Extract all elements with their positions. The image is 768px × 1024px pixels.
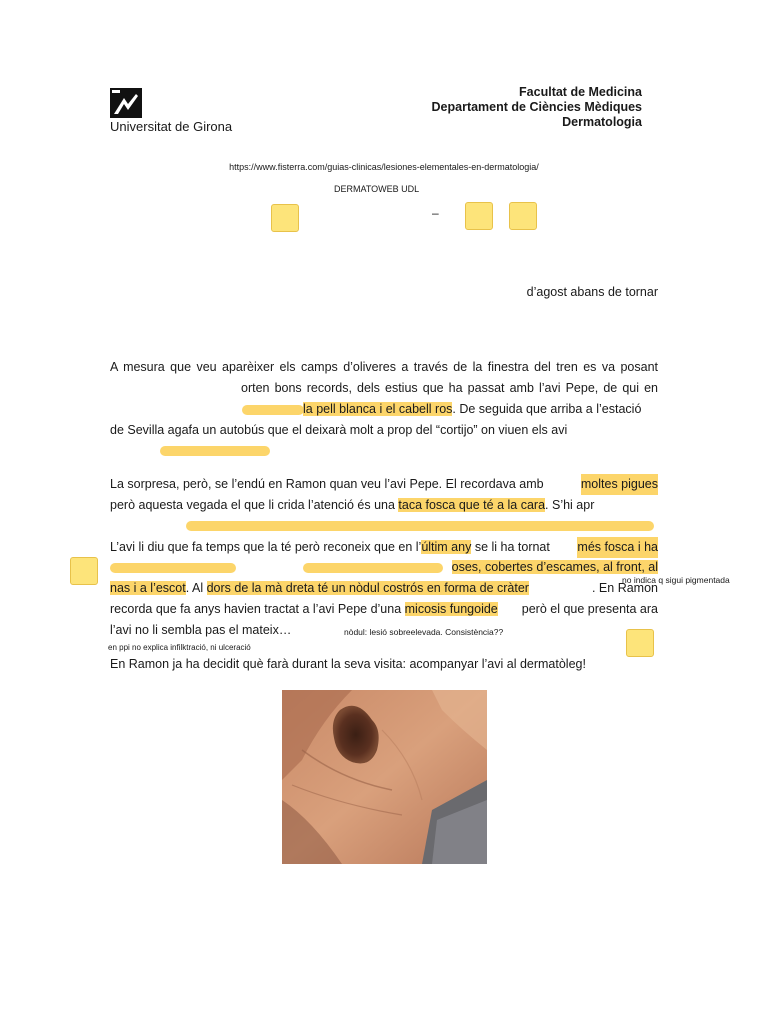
p1-line-1: A mesura que veu aparèixer els camps d’oliveres a través de la finestra del tren es va posant: [110, 360, 658, 374]
p3-line-3: [110, 578, 658, 599]
highlight-nodul: dors de la mà dreta té un nòdul costrós en forma de cràter: [206, 581, 529, 595]
p1-line-4: de Sevilla agafa un autobús que el deixarà molt a prop del “cortijo” on viuen els avi: [110, 423, 568, 437]
highlight-pell-blanca: la pell blanca i el cabell ros: [303, 402, 453, 416]
highlight-bar: [303, 563, 443, 573]
university-logo-icon: [110, 88, 142, 118]
p3-line-4: [110, 599, 658, 620]
highlight-escames: oses, cobertes d’escames, al front, al: [451, 560, 658, 574]
sticky-note-2[interactable]: [465, 202, 493, 230]
p3-line-1: [110, 537, 658, 558]
highlight-bar: [186, 521, 654, 531]
university-name: Universitat de Girona: [110, 119, 233, 134]
source-url[interactable]: https://www.fisterra.com/guias-clinicas/lesiones-elementales-en-dermatologia/: [229, 162, 539, 172]
sticky-note-1[interactable]: [271, 204, 299, 232]
sticky-note-3[interactable]: [509, 202, 537, 230]
p3-line-5: l’avi no li sembla pas el mateix…: [110, 623, 292, 637]
p1-line-3: [303, 399, 641, 420]
p1-line-2: orten bons records, dels estius que ha passat amb l’avi Pepe, de qui en: [241, 381, 658, 395]
sticky-note-4[interactable]: [70, 557, 98, 585]
highlight-bar: [110, 563, 236, 573]
highlight-moltes-pigues: moltes pigues: [581, 474, 658, 495]
p3-line-4-text: recorda que fa anys havien tractat a l’avi Pepe d’una: [110, 602, 405, 616]
p2-line-2-rest: . S’hi apr: [545, 498, 595, 512]
dept-line-faculty: Facultat de Medicina: [519, 85, 642, 99]
p2-line-1: [110, 474, 658, 495]
p3-line-1-text: L’avi li diu que fa temps que la té però reconeix que en l’: [110, 540, 422, 554]
annotation-ppi: en ppi no explica infilktració, ni ulceració: [108, 643, 251, 652]
p1-line-3-rest: . De seguida que arriba a l’estació: [452, 402, 642, 416]
dermatoweb-label: DERMATOWEB UDL: [334, 184, 420, 194]
dept-line-dermatology: Dermatologia: [562, 115, 642, 129]
sticky-note-5[interactable]: [626, 629, 654, 657]
p2-line-2-text: però aquesta vegada el que li crida l’atenció és una: [110, 498, 399, 512]
highlight-bar: [160, 446, 270, 456]
p3-line-3-rest: . En Ramon: [591, 581, 658, 595]
closing-line: En Ramon ja ha decidit què farà durant la seva visita: acompanyar l’avi al dermatòleg!: [110, 657, 586, 671]
highlight-taca-fosca: taca fosca que té a la cara: [398, 498, 546, 512]
lesion-photo: [282, 690, 487, 864]
highlight-ultim-any: últim any: [421, 540, 472, 554]
annotation-nodul: nòdul: lesió sobreelevada. Consistència??: [344, 627, 504, 637]
dept-line-department: Departament de Ciències Mèdiques: [431, 100, 642, 114]
p3-line-1-mid: se li ha tornat: [471, 540, 550, 554]
highlight-micosis: micosis fungoide: [404, 602, 498, 616]
p3-line-3-text: . Al: [185, 581, 207, 595]
department-header: [432, 85, 642, 130]
highlight-nas-escot: nas i a l’escot: [110, 581, 186, 595]
highlight-mes-fosca: més fosca i ha: [577, 537, 658, 558]
p2-line-2: [110, 495, 594, 516]
highlight-bar: [242, 405, 304, 415]
top-right-text: d’agost abans de tornar: [526, 285, 658, 299]
p2-line-1-text: La sorpresa, però, se l’endú en Ramon quan veu l’avi Pepe. El recordava amb: [110, 477, 544, 491]
dash-mark: –: [432, 206, 439, 220]
annotation-pigmentada: no indica q sigui pigmentada: [622, 575, 730, 585]
p3-line-4-rest: però el que presenta ara: [521, 602, 658, 616]
